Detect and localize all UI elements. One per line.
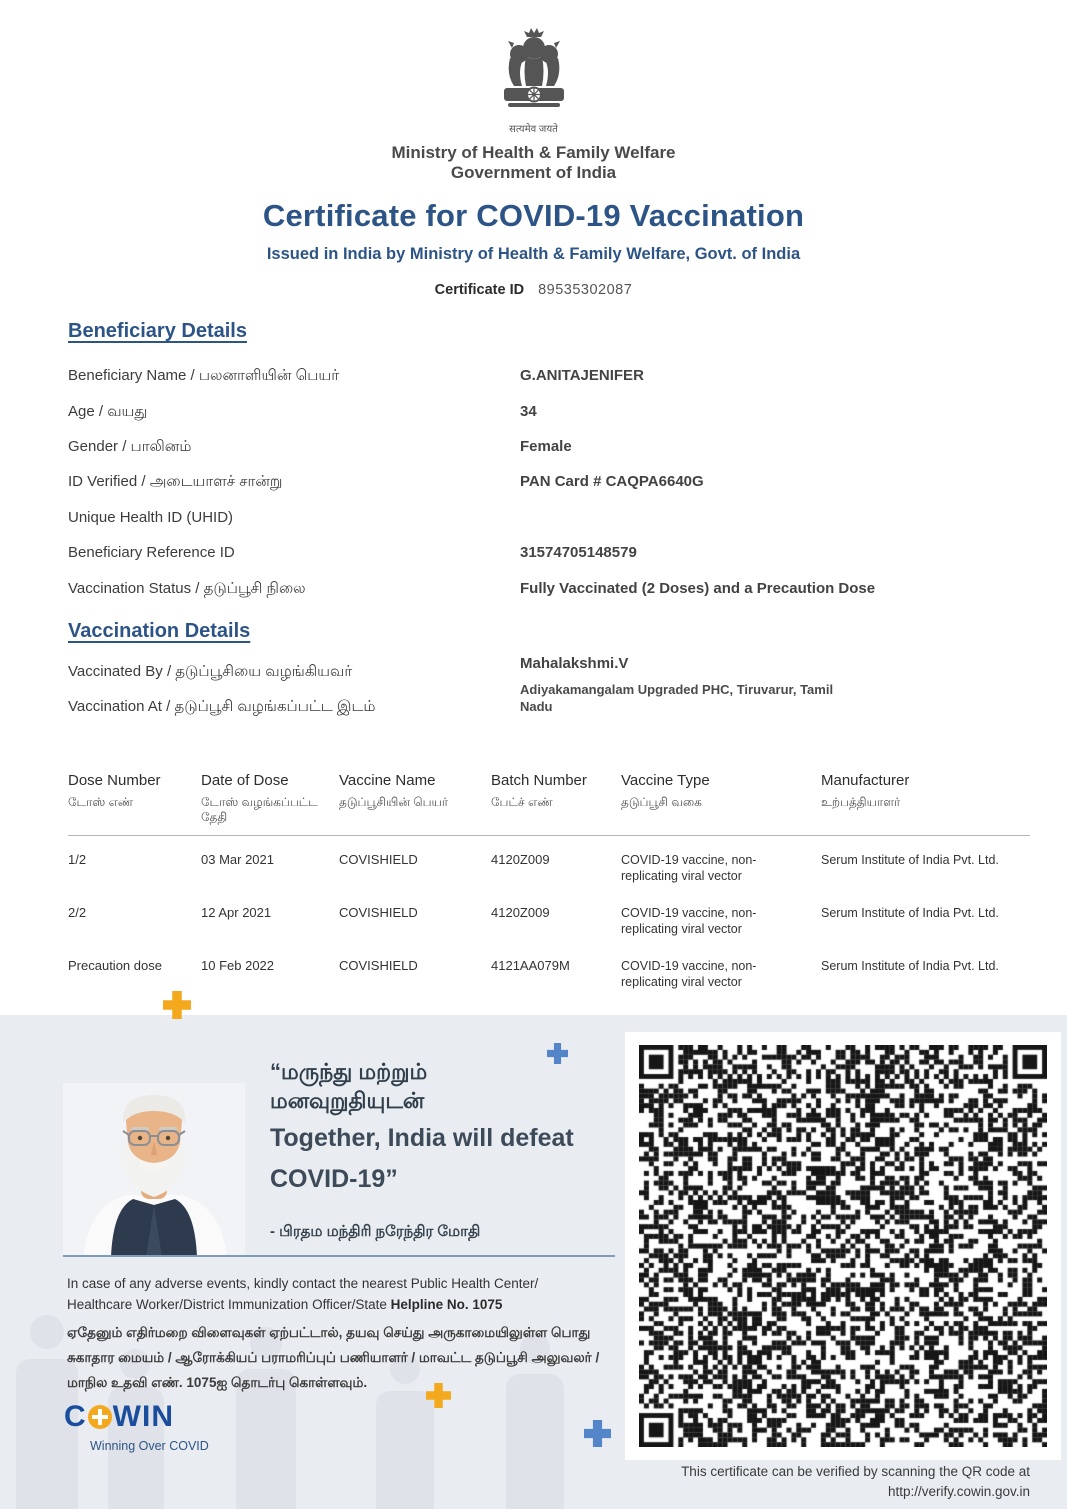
vaccination-at-label: Vaccination At / தடுப்பூசி வழங்கப்பட்ட இடம் xyxy=(68,698,376,715)
vaccinated-by-value: Mahalakshmi.V xyxy=(520,655,629,672)
cowin-logo xyxy=(64,1400,209,1453)
beneficiary-row xyxy=(68,403,1027,422)
field-value: Female xyxy=(520,438,572,455)
field-label: Vaccination Status / தடுப்பூசி நிலை xyxy=(68,580,306,597)
beneficiary-row xyxy=(68,367,1027,386)
footer-banner xyxy=(0,1015,1067,1509)
field-label: Unique Health ID (UHID) xyxy=(68,509,234,526)
field-label: Gender / பாலினம் xyxy=(68,438,192,455)
certificate-title: Certificate for COVID-19 Vaccination xyxy=(262,198,805,233)
beneficiary-row xyxy=(68,438,1027,457)
beneficiary-row xyxy=(68,509,1027,526)
beneficiary-row xyxy=(68,473,1027,492)
silhouette-figure xyxy=(30,1315,64,1349)
cowin-logo-plus-icon xyxy=(88,1405,112,1429)
col-vaccine-name: Vaccine Name தடுப்பூசியின் பெயர் xyxy=(339,772,491,836)
adverse-events-text-tamil: ஏதேனும் எதிர்மறை விளைவுகள் ஏற்பட்டால், தயவு செய்து அருகாமையிலுள்ள பொது சுகாதார மையம் / ஆரோக்கியப் பராமரிப்புப் பணியாளர் / மாவட்ட தடுப்பூசி அலுவலர் / மாநில உதவி எண். 1075ஐ தொடர்பு கொள்ளவும். xyxy=(67,1325,600,1390)
cell-vaccine-type: COVID-19 vaccine, non-replicating viral vector xyxy=(621,959,757,989)
cell-manufacturer: Serum Institute of India Pvt. Ltd. xyxy=(821,906,999,920)
cell-manufacturer: Serum Institute of India Pvt. Ltd. xyxy=(821,959,999,973)
cell-date: 10 Feb 2022 xyxy=(201,958,275,973)
field-value: G.ANITAJENIFER xyxy=(520,367,644,384)
col-vaccine-type: Vaccine Type தடுப்பூசி வகை xyxy=(621,772,821,836)
col-date-of-dose: Date of Dose டோஸ் வழங்கப்பட்ட தேதி xyxy=(201,772,339,836)
adverse-events-text-english xyxy=(67,1273,597,1315)
government-name: Government of India xyxy=(450,163,617,182)
vaccination-details-heading: Vaccination Details xyxy=(68,620,251,642)
pm-modi-photo xyxy=(63,1083,245,1257)
qr-caption xyxy=(510,1462,1030,1502)
silhouette-figure xyxy=(376,1391,434,1509)
certificate-subtitle: Issued in India by Ministry of Health & Family Welfare, Govt. of India xyxy=(266,245,801,263)
quote-tamil-line2: மனவுறுதியுடன் xyxy=(270,1088,425,1113)
dose-table xyxy=(68,772,1030,995)
cowin-tagline: Winning Over COVID xyxy=(90,1439,209,1453)
vaccinated-by-label: Vaccinated By / தடுப்பூசியை வழங்கியவர் xyxy=(68,663,353,680)
qr-caption-text: This certificate can be verified by scanning the QR code at xyxy=(681,1464,1030,1479)
table-row xyxy=(68,889,1030,937)
col-dose-number: Dose Number டோஸ் எண் xyxy=(68,772,201,836)
helpline-number: Helpline No. 1075 xyxy=(390,1297,503,1312)
beneficiary-details-heading: Beneficiary Details xyxy=(68,320,247,342)
field-label: Beneficiary Reference ID xyxy=(68,544,235,561)
beneficiary-row xyxy=(68,580,1027,599)
quote-divider-line xyxy=(63,1255,615,1257)
cowin-logo-win: WIN xyxy=(112,1400,174,1433)
pm-quote xyxy=(270,1057,574,1242)
cell-manufacturer: Serum Institute of India Pvt. Ltd. xyxy=(821,853,999,867)
field-value: 31574705148579 xyxy=(520,544,637,561)
plus-decoration-icon xyxy=(584,1420,611,1447)
emblem-of-india-icon xyxy=(0,28,1067,125)
cowin-logo-c: C xyxy=(64,1400,87,1433)
field-value: PAN Card # CAQPA6640G xyxy=(520,473,704,490)
certificate-id-value: 89535302087 xyxy=(538,282,633,298)
field-value: 34 xyxy=(520,403,537,420)
vaccination-at-value: Adiyakamangalam Upgraded PHC, Tiruvarur, Tamil Nadu xyxy=(520,682,834,714)
cell-vaccine-name: COVISHIELD xyxy=(339,852,418,867)
quote-english-line1: Together, India will defeat xyxy=(270,1124,574,1152)
qr-code xyxy=(625,1032,1061,1460)
certificate-id-label: Certificate ID xyxy=(434,282,525,298)
col-manufacturer: Manufacturer உற்பத்தியாளர் xyxy=(821,772,1030,836)
cell-date: 12 Apr 2021 xyxy=(201,905,272,920)
quote-tamil-line1: “மருந்து மற்றும் xyxy=(270,1059,428,1084)
field-label: Beneficiary Name / பலனாளியின் பெயர் xyxy=(68,367,340,384)
ministry-name: Ministry of Health & Family Welfare xyxy=(391,143,676,162)
col-batch-number: Batch Number பேட்ச் எண் xyxy=(491,772,621,836)
verify-url-link[interactable]: http://verify.cowin.gov.in xyxy=(887,1484,1030,1499)
cell-date: 03 Mar 2021 xyxy=(201,852,274,867)
cell-vaccine-type: COVID-19 vaccine, non-replicating viral vector xyxy=(621,906,757,936)
table-row xyxy=(68,836,1030,884)
cell-dose: Precaution dose xyxy=(68,958,162,973)
certificate-id xyxy=(0,282,1067,298)
qr-code-pattern xyxy=(639,1045,1047,1447)
table-row xyxy=(68,942,1030,990)
field-label: Age / வயது xyxy=(68,403,148,420)
adverse-en-body: In case of any adverse events, kindly contact the nearest Public Health Center/ Healthcare Worker/District Immunization Officer/State xyxy=(67,1276,539,1312)
field-value: Fully Vaccinated (2 Doses) and a Precaution Dose xyxy=(520,580,876,597)
cell-vaccine-type: COVID-19 vaccine, non-replicating viral vector xyxy=(621,853,757,883)
quote-attribution: - பிரதம மந்திரி நரேந்திர மோதி xyxy=(270,1223,481,1240)
cell-batch: 4120Z009 xyxy=(491,905,550,920)
field-label: ID Verified / அடையாளச் சான்று xyxy=(68,473,283,490)
satyameva-jayate-motto: सत्यमेव जयते xyxy=(509,124,558,135)
dose-table-header xyxy=(68,772,1030,836)
cell-vaccine-name: COVISHIELD xyxy=(339,905,418,920)
cell-vaccine-name: COVISHIELD xyxy=(339,958,418,973)
beneficiary-row xyxy=(68,544,1027,561)
quote-english-line2: COVID-19” xyxy=(270,1165,398,1193)
cell-batch: 4120Z009 xyxy=(491,852,550,867)
cell-batch: 4121AA079M xyxy=(491,958,570,973)
cell-dose: 2/2 xyxy=(68,905,87,920)
cell-dose: 1/2 xyxy=(68,852,87,867)
